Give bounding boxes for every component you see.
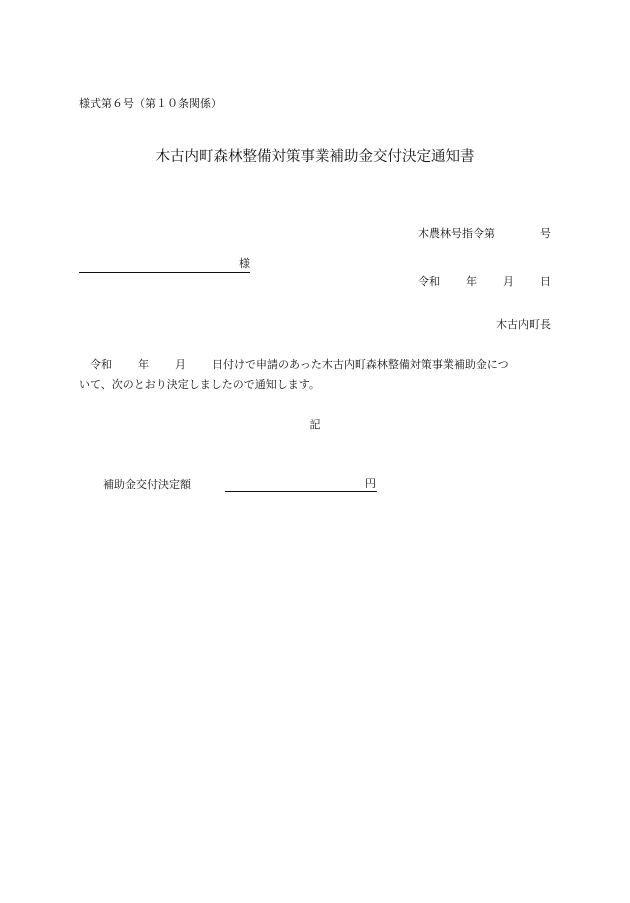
- reference-number-suffix: 号: [540, 227, 551, 240]
- reference-era: 令和: [418, 275, 440, 288]
- addressee-honorific: 様: [239, 257, 250, 270]
- body-paragraph: [79, 355, 555, 395]
- body-era: 令和: [90, 358, 112, 371]
- amount-row: [103, 477, 377, 492]
- issuer-name: 木古内町長: [496, 318, 551, 331]
- body-year-unit: 年: [138, 358, 149, 371]
- reference-date-line: [418, 272, 551, 292]
- document-title: 木古内町森林整備対策事業補助金交付決定通知書: [155, 149, 475, 165]
- amount-unit: 円: [365, 477, 376, 490]
- ki-heading: 記: [309, 418, 321, 431]
- reference-month-unit: 月: [503, 275, 514, 288]
- body-line-1-rest: 日付けで申請のあった木古内町森林整備対策事業補助金につ: [212, 358, 509, 371]
- reference-number-line: [418, 224, 551, 244]
- body-line-2: いて、次のとおり決定しましたので通知します。: [79, 378, 320, 391]
- form-number: 様式第６号（第１０条関係）: [79, 97, 222, 110]
- amount-label: 補助金交付決定額: [103, 478, 191, 491]
- reference-number-prefix: 木農林号指令第: [418, 227, 495, 240]
- body-indent: [79, 358, 90, 371]
- amount-field: [225, 477, 377, 492]
- body-line-1: [79, 355, 555, 375]
- reference-day-unit: 日: [540, 275, 551, 288]
- body-month-unit: 月: [175, 358, 186, 371]
- reference-block: [418, 196, 551, 320]
- reference-year-unit: 年: [466, 275, 477, 288]
- addressee-field: [79, 257, 250, 273]
